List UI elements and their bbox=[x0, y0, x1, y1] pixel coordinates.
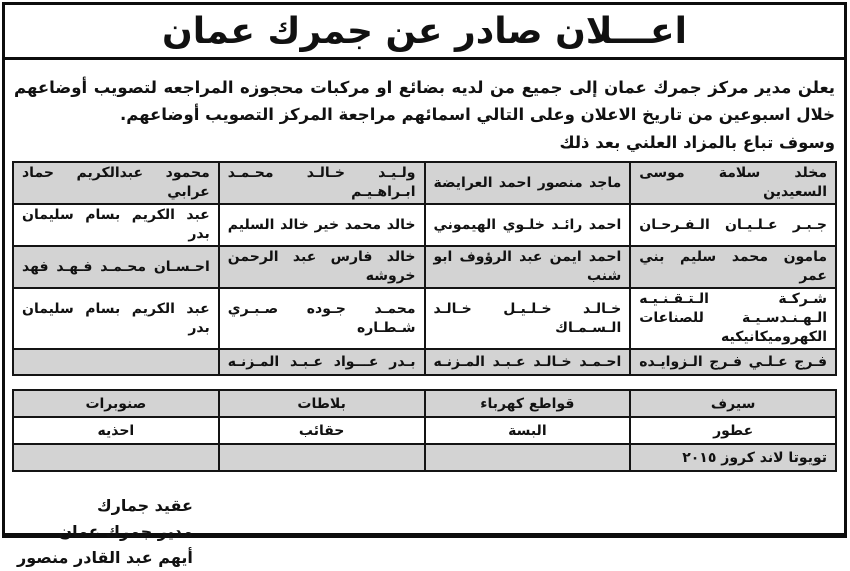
seized-goods-table bbox=[12, 389, 837, 472]
signature-block bbox=[17, 493, 193, 571]
goods-cell: عطور bbox=[630, 417, 836, 444]
goods-cell bbox=[13, 444, 219, 471]
vehicle-cell: تويوتا لاند كروز ٢٠١٥ bbox=[630, 444, 836, 471]
announcement-body bbox=[5, 60, 844, 571]
goods-header-cell: بلاطات bbox=[219, 390, 425, 417]
intro-paragraph: يعلن مدير مركز جمرك عمان إلى جميع من لديه بضائع او مركبات محجوزه المراجعه لتصويب أوضاعهم خلال اسبوعين من تاريخ الاعلان وعلى التالي اسمائهم مراجعة المركز التصويب أوضاعهم. bbox=[14, 74, 835, 128]
name-cell: خـالـد خـلـيـل خـالـد الـسـمـاك bbox=[425, 288, 631, 349]
name-cell: مامون محمد سليم بني عمر bbox=[630, 246, 836, 288]
name-cell: محمود عبدالكريم حماد عرابي bbox=[13, 162, 219, 204]
goods-table-row bbox=[13, 444, 836, 471]
goods-table-row bbox=[13, 417, 836, 444]
name-cell: ماجد منصور احمد العرايضة bbox=[425, 162, 631, 204]
names-table-row bbox=[13, 288, 836, 349]
names-table-row bbox=[13, 246, 836, 288]
goods-cell bbox=[425, 444, 631, 471]
goods-header-cell: قواطع كهرباء bbox=[425, 390, 631, 417]
name-cell: احـسـان محـمـد فـهـد فهد bbox=[13, 246, 219, 288]
name-cell: خالد فارس عبد الرحمن خروشه bbox=[219, 246, 425, 288]
auction-note: وسوف تباع بالمزاد العلني بعد ذلك bbox=[12, 131, 835, 155]
goods-cell bbox=[219, 444, 425, 471]
seized-names-table bbox=[12, 161, 837, 376]
name-cell: شـركـة الـتـقـنـيـه الـهـنـدسـيـة للصناعات الكهروميكانيكيه bbox=[630, 288, 836, 349]
goods-header-cell: سيرف bbox=[630, 390, 836, 417]
name-cell: فـرج عـلـي فـرج الـزوايـده bbox=[630, 349, 836, 375]
announcement-frame bbox=[2, 2, 847, 538]
goods-cell: البسة bbox=[425, 417, 631, 444]
announcement-title: اعـــلان صادر عن جمرك عمان bbox=[5, 5, 844, 60]
name-cell: عبد الكريم بسام سليمان بدر bbox=[13, 204, 219, 246]
signature-rank: عقيد جمارك bbox=[17, 493, 193, 519]
names-table-row bbox=[13, 349, 836, 375]
name-cell: جـبـر عـلـيـان الـفـرحـان bbox=[630, 204, 836, 246]
name-cell: بـدر عـــواد عـبـد المـزنـه bbox=[219, 349, 425, 375]
goods-cell: حقائب bbox=[219, 417, 425, 444]
names-table-row bbox=[13, 162, 836, 204]
name-cell bbox=[13, 349, 219, 375]
goods-cell: احذيه bbox=[13, 417, 219, 444]
signature-role: مدير جمرك عمان bbox=[17, 519, 193, 545]
goods-header-row bbox=[13, 390, 836, 417]
goods-header-cell: صنوبرات bbox=[13, 390, 219, 417]
signature-name: أيهم عبد القادر منصور bbox=[17, 545, 193, 571]
name-cell: ولـيـد خـالـد محـمـد ابـراهـيـم bbox=[219, 162, 425, 204]
name-cell: احـمـد خـالـد عـبـد المـزنـه bbox=[425, 349, 631, 375]
name-cell: خالد محمد خير خالد السليم bbox=[219, 204, 425, 246]
names-table-row bbox=[13, 204, 836, 246]
name-cell: عبد الكريم بسام سليمان بدر bbox=[13, 288, 219, 349]
name-cell: احمد رائـد خلـوي الهيموني bbox=[425, 204, 631, 246]
name-cell: احمد ايمن عبد الرؤوف ابو شنب bbox=[425, 246, 631, 288]
name-cell: مخلد سلامة موسى السعيدين bbox=[630, 162, 836, 204]
name-cell: محمـد جـوده صـبـري شـطـاره bbox=[219, 288, 425, 349]
